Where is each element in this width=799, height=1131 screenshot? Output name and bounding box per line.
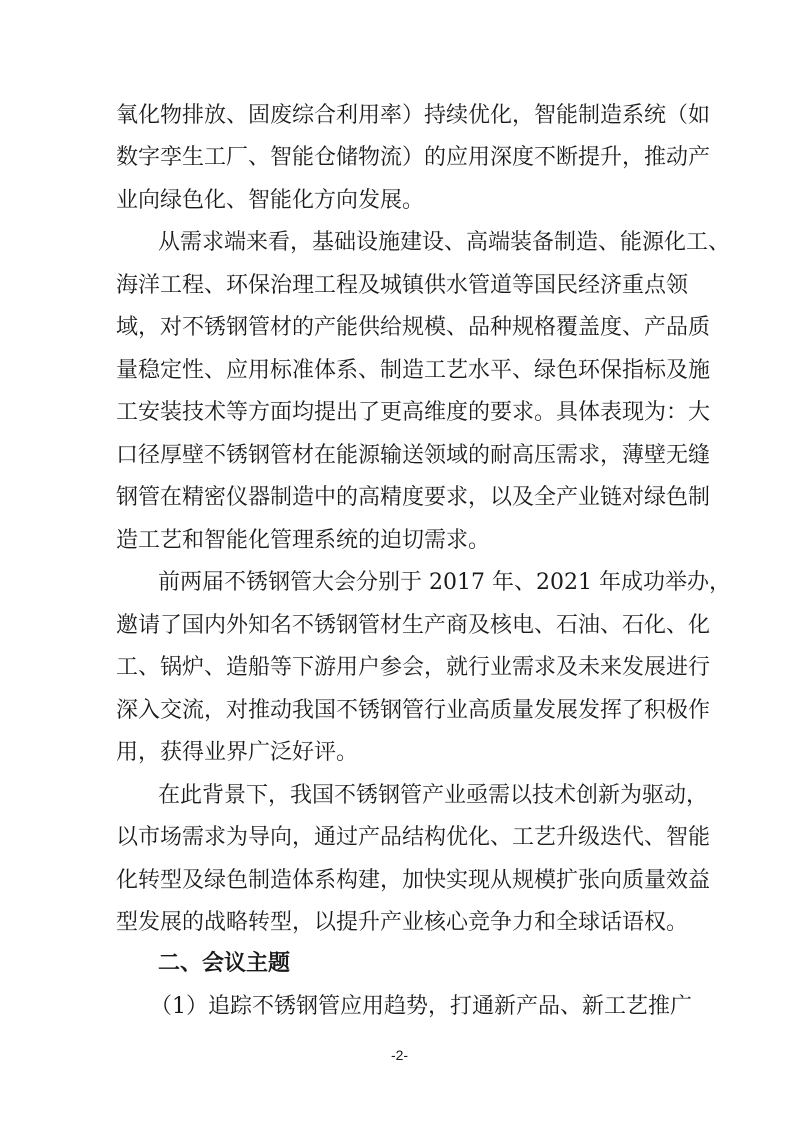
text-line: 业向绿色化、智能化方向发展。 bbox=[116, 188, 425, 213]
text-line: 量稳定性、应用标准体系、制造工艺水平、绿色环保指标及施 bbox=[116, 358, 711, 383]
text-line: 用，获得业界广泛好评。 bbox=[116, 740, 359, 765]
text-line: 氧化物排放、固废综合利用率）持续优化，智能制造系统（如 bbox=[116, 103, 711, 128]
text-line: 钢管在精密仪器制造中的高精度要求，以及全产业链对绿色制 bbox=[116, 485, 711, 510]
text-line: 邀请了国内外知名不锈钢管材生产商及核电、石油、石化、化 bbox=[116, 613, 711, 638]
text-line: 口径厚壁不锈钢管材在能源输送领域的耐高压需求，薄壁无缝 bbox=[116, 443, 711, 468]
text-line: 深入交流，对推动我国不锈钢管行业高质量发展发挥了积极作 bbox=[116, 698, 711, 723]
list-item-line: （1）追踪不锈钢管应用趋势，打通新产品、新工艺推广 bbox=[150, 994, 692, 1019]
text-line: 型发展的战略转型，以提升产业核心竞争力和全球话语权。 bbox=[116, 910, 689, 935]
text-line: 海洋工程、环保治理工程及城镇供水管道等国民经济重点领 bbox=[116, 273, 689, 298]
text-line: 以市场需求为导向，通过产品结构优化、工艺升级迭代、智能 bbox=[116, 825, 711, 850]
text-line: 造工艺和智能化管理系统的迫切需求。 bbox=[116, 528, 491, 553]
text-line: 域，对不锈钢管材的产能供给规模、品种规格覆盖度、产品质 bbox=[116, 315, 711, 340]
page-number: -2- bbox=[390, 1047, 409, 1063]
text-line: 化转型及绿色制造体系构建，加快实现从规模扩张向质量效益 bbox=[116, 868, 711, 893]
text-line: 数字孪生工厂、智能仓储物流）的应用深度不断提升，推动产 bbox=[116, 145, 711, 170]
text-line: 工安装技术等方面均提出了更高维度的要求。具体表现为：大 bbox=[116, 400, 711, 425]
text-line: 在此背景下，我国不锈钢管产业亟需以技术创新为驱动， bbox=[158, 783, 709, 808]
text-line: 从需求端来看，基础设施建设、高端装备制造、能源化工、 bbox=[158, 230, 731, 255]
section-heading: 二、会议主题 bbox=[158, 951, 291, 976]
text-line: 前两届不锈钢管大会分别于 2017 年、2021 年成功举办， bbox=[158, 570, 731, 595]
text-line: 工、锅炉、造船等下游用户参会，就行业需求及未来发展进行 bbox=[116, 655, 711, 680]
